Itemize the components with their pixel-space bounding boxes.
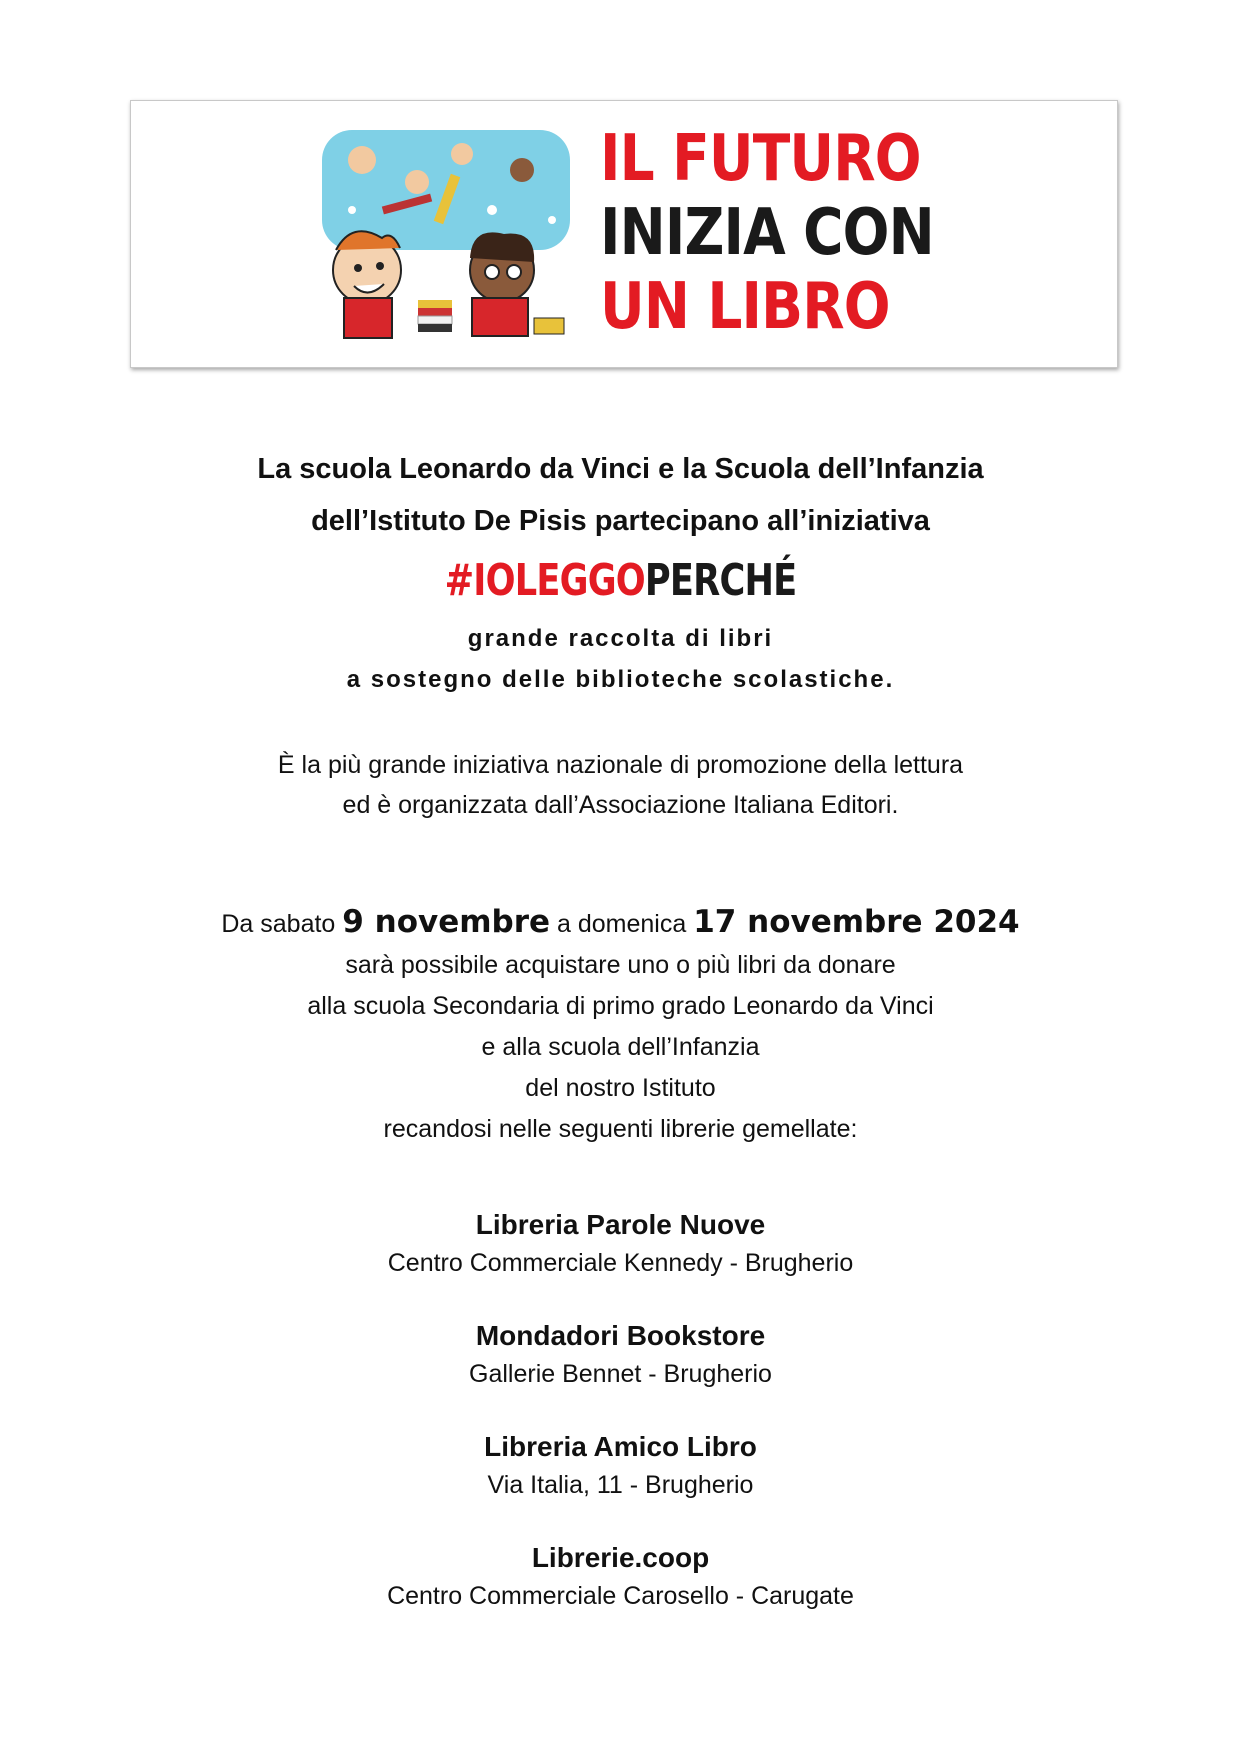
children-reading-illustration — [322, 130, 570, 342]
slogan-line-3: UN LIBRO — [600, 270, 890, 344]
dates-body — [0, 945, 1241, 1150]
dates-line-4: del nostro Istituto — [525, 1074, 716, 1102]
bookstore-name: Libreria Amico Libro — [484, 1431, 757, 1462]
hashtag-part-1: #IO — [444, 555, 515, 606]
intro-line-2: dell’Istituto De Pisis partecipano all’iniziativa — [311, 505, 930, 537]
dates-line-2: alla scuola Secondaria di primo grado Leonardo da Vinci — [307, 992, 934, 1020]
raccolta-text — [0, 618, 1241, 700]
raccolta-line-1: grande raccolta di libri — [467, 625, 774, 652]
slogan — [600, 122, 961, 344]
end-date: 17 novembre 2024 — [693, 904, 1020, 940]
bookstore-name: Mondadori Bookstore — [475, 1320, 766, 1351]
dates-heading — [0, 900, 1241, 946]
slogan-line-2: INIZIA CON — [600, 196, 934, 270]
dates-line-5: recandosi nelle seguenti librerie gemellate: — [383, 1115, 858, 1143]
bookstore-item — [0, 1428, 1241, 1504]
intro-text — [0, 443, 1241, 547]
hashtag-part-2: LEGGO — [514, 555, 645, 606]
description-text — [0, 745, 1241, 825]
start-date: 9 novembre — [342, 904, 551, 940]
description-line-2: ed è organizzata dall’Associazione Italiana Editori. — [342, 791, 899, 819]
raccolta-line-2: a sostegno delle biblioteche scolastiche. — [346, 666, 895, 693]
dates-middle: a domenica — [557, 910, 687, 938]
bookstore-item — [0, 1206, 1241, 1282]
intro-line-1: La scuola Leonardo da Vinci e la Scuola dell’Infanzia — [257, 453, 984, 485]
hashtag-part-3: PERCHÉ — [644, 555, 797, 606]
dates-line-1: sarà possibile acquistare uno o più libri da donare — [345, 951, 896, 979]
bookstore-item — [0, 1317, 1241, 1393]
dates-line-3: e alla scuola dell’Infanzia — [481, 1033, 760, 1061]
bookstore-address: Centro Commerciale Carosello - Carugate — [387, 1582, 854, 1610]
bookstore-item — [0, 1539, 1241, 1615]
bookstore-name: Libreria Parole Nuove — [475, 1209, 766, 1240]
slogan-line-1: IL FUTURO — [600, 122, 921, 196]
bookstore-address: Via Italia, 11 - Brugherio — [487, 1471, 754, 1499]
hashtag-logo — [124, 556, 1117, 606]
bookstore-address: Centro Commerciale Kennedy - Brugherio — [387, 1249, 854, 1277]
bookstore-name: Librerie.coop — [531, 1542, 710, 1573]
bookstore-address: Gallerie Bennet - Brugherio — [469, 1360, 772, 1388]
dates-prefix: Da sabato — [221, 910, 336, 938]
description-line-1: È la più grande iniziativa nazionale di promozione della lettura — [277, 751, 964, 779]
